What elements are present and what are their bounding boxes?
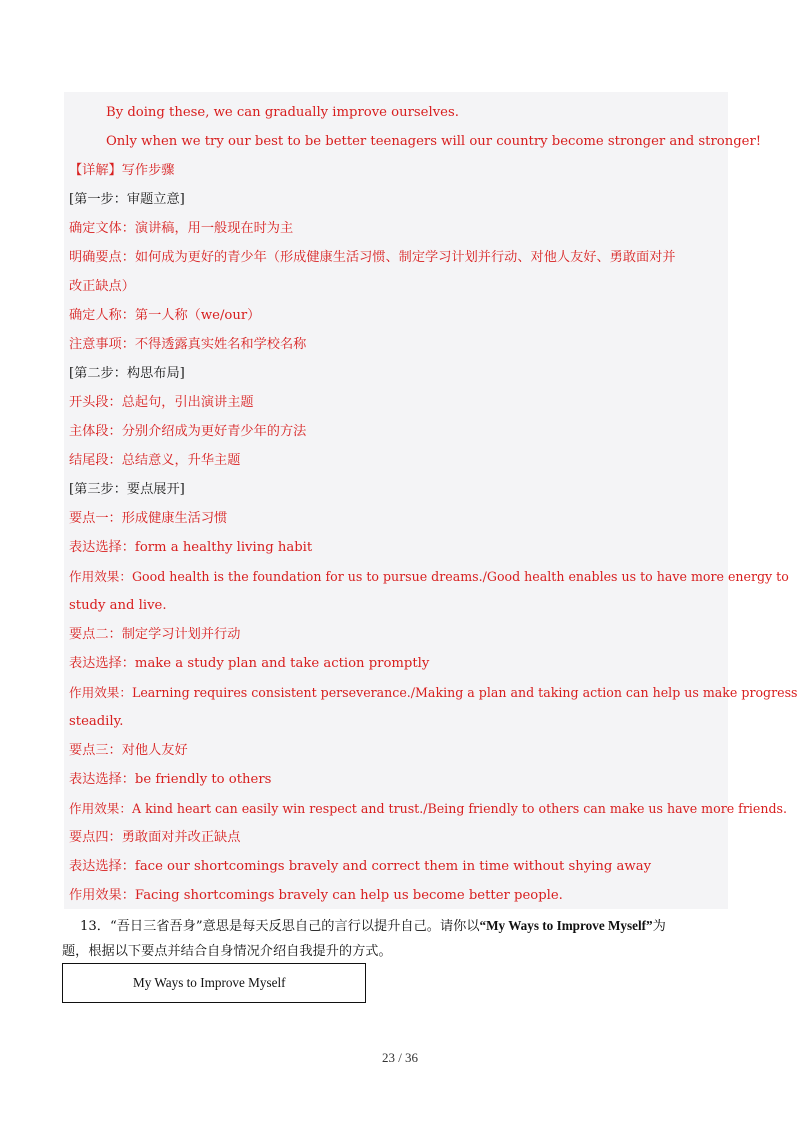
point4-effect: 作用效果：Facing shortcomings bravely can help us become better people.	[69, 888, 563, 903]
point1-label: 要点一：形成健康生活习惯	[69, 511, 228, 526]
question-13-suffix: 为	[652, 919, 666, 934]
point1-effect: 作用效果：Good health is the foundation for us to pursue dreams./Good health enables us to have more energy to	[69, 569, 789, 584]
conclusion-line-1: By doing these, we can gradually improve ourselves.	[106, 105, 459, 120]
question-13-line-2: 题，根据以下要点并结合自身情况介绍自我提升的方式。	[62, 944, 392, 959]
question-13-prefix: 13．“吾日三省吾身”意思是每天反思自己的言行以提升自己。请你以	[80, 919, 480, 934]
step3-title: [第三步：要点展开]	[69, 482, 185, 497]
step1-genre: 确定文体：演讲稿，用一般现在时为主	[69, 221, 294, 236]
step2-title: [第二步：构思布局]	[69, 366, 185, 381]
step2-opening: 开头段：总起句，引出演讲主题	[69, 395, 254, 410]
analysis-header: 【详解】写作步骤	[69, 163, 175, 178]
point3-label: 要点三：对他人友好	[69, 743, 188, 758]
step2-body: 主体段：分别介绍成为更好青少年的方法	[69, 424, 307, 439]
point2-effect-cont: steadily.	[69, 714, 124, 729]
point2-effect: 作用效果：Learning requires consistent perseverance./Making a plan and taking action can help us make progress	[69, 685, 798, 700]
question-13-line-1	[80, 917, 666, 936]
point3-effect: 作用效果：A kind heart can easily win respect and trust./Being friendly to others can make us have more friends.	[69, 801, 787, 816]
page-number: 23 / 36	[381, 1050, 419, 1065]
point3-expression: 表达选择：be friendly to others	[69, 772, 272, 787]
question-13-title: “My Ways to Improve Myself”	[479, 918, 653, 933]
point4-label: 要点四：勇敢面对并改正缺点	[69, 830, 241, 845]
point1-effect-cont: study and live.	[69, 598, 167, 613]
step2-ending: 结尾段：总结意义，升华主题	[69, 453, 241, 468]
step1-note: 注意事项：不得透露真实姓名和学校名称	[69, 337, 307, 352]
point2-expression: 表达选择：make a study plan and take action promptly	[69, 656, 430, 671]
conclusion-line-2: Only when we try our best to be better teenagers will our country become stronger and stronger!	[106, 134, 762, 149]
point4-expression: 表达选择：face our shortcomings bravely and correct them in time without shying away	[69, 859, 652, 874]
step1-person: 确定人称：第一人称（we/our）	[69, 308, 261, 323]
step1-title: [第一步：审题立意]	[69, 192, 185, 207]
step1-key-points-cont: 改正缺点）	[69, 279, 135, 294]
point1-expression: 表达选择：form a healthy living habit	[69, 540, 313, 555]
essay-title-box: My Ways to Improve Myself	[62, 963, 366, 1003]
step1-key-points: 明确要点：如何成为更好的青少年（形成健康生活习惯、制定学习计划并行动、对他人友好、勇敢面对并	[69, 250, 676, 265]
point2-label: 要点二：制定学习计划并行动	[69, 627, 241, 642]
